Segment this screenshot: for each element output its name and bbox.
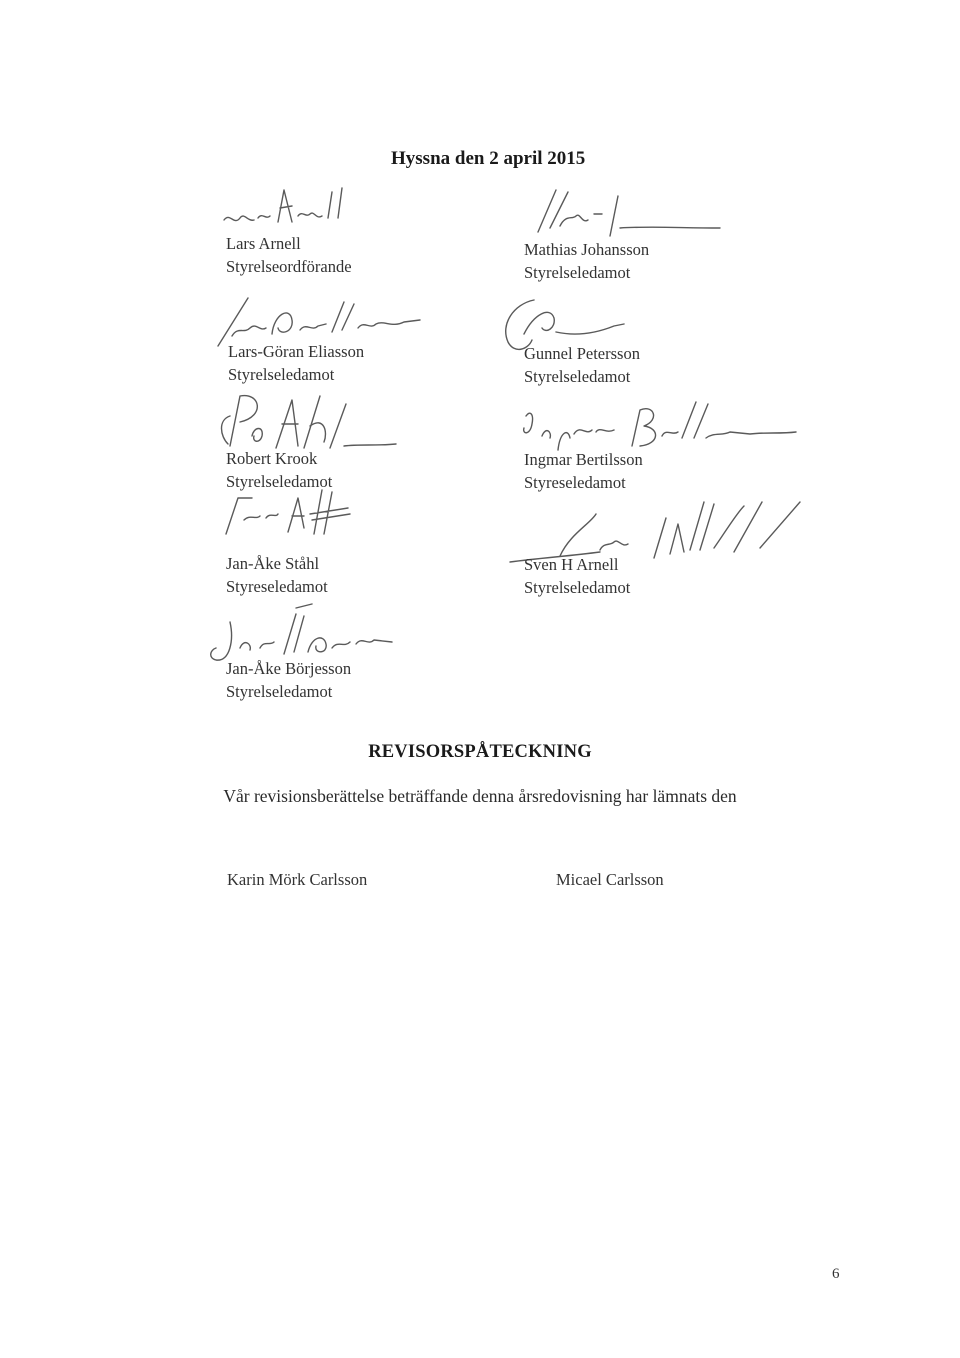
signatory-gunnel-petersson xyxy=(524,342,640,388)
signatory-sven-h-arnell xyxy=(524,553,630,599)
signatory-name: Jan-Åke Ståhl xyxy=(226,554,320,573)
signatory-name: Gunnel Petersson xyxy=(524,344,640,363)
signatory-lars-goran-eliasson xyxy=(228,340,364,386)
page-number: 6 xyxy=(832,1266,840,1282)
signature-robert-krook xyxy=(200,386,410,456)
auditor-section-heading: REVISORSPÅTECKNING xyxy=(368,742,592,762)
signatory-jan-ake-stahl xyxy=(226,552,328,598)
auditor-name: Karin Mörk Carlsson xyxy=(227,870,368,889)
signatory-name: Robert Krook xyxy=(226,449,318,468)
signatory-role: Styrelseledamot xyxy=(524,263,631,282)
date-line: Hyssna den 2 april 2015 xyxy=(391,148,586,169)
signatory-mathias-johansson xyxy=(524,238,649,284)
signatory-role: Styrelseledamot xyxy=(524,578,631,597)
signatory-role: Styrelseordförande xyxy=(226,257,352,276)
auditor-name: Micael Carlsson xyxy=(556,870,664,889)
signatory-name: Jan-Åke Börjesson xyxy=(226,659,352,678)
signatory-role: Styreseledamot xyxy=(524,473,626,492)
signature-mathias-johansson xyxy=(510,184,730,244)
signatory-lars-arnell xyxy=(226,232,352,278)
signatory-name: Mathias Johansson xyxy=(524,240,650,259)
signatory-name: Lars-Göran Eliasson xyxy=(228,342,365,361)
signature-jan-ake-stahl xyxy=(218,484,378,544)
signatory-jan-ake-borjesson xyxy=(226,657,351,703)
signatory-role: Styrelseledamot xyxy=(226,472,333,491)
signatory-role: Styrelseledamot xyxy=(226,682,333,701)
signatory-role: Styrelseledamot xyxy=(524,367,631,386)
signatory-name: Lars Arnell xyxy=(226,234,301,253)
signatory-name: Ingmar Bertilsson xyxy=(524,450,643,469)
signatory-ingmar-bertilsson xyxy=(524,448,643,494)
auditor-statement: Vår revisionsberättelse beträffande denna årsredovisning har lämnats den xyxy=(223,786,737,806)
signatory-name: Sven H Arnell xyxy=(524,555,619,574)
signatory-role: Styrelseledamot xyxy=(228,365,335,384)
signatory-role: Styreseledamot xyxy=(226,577,328,596)
